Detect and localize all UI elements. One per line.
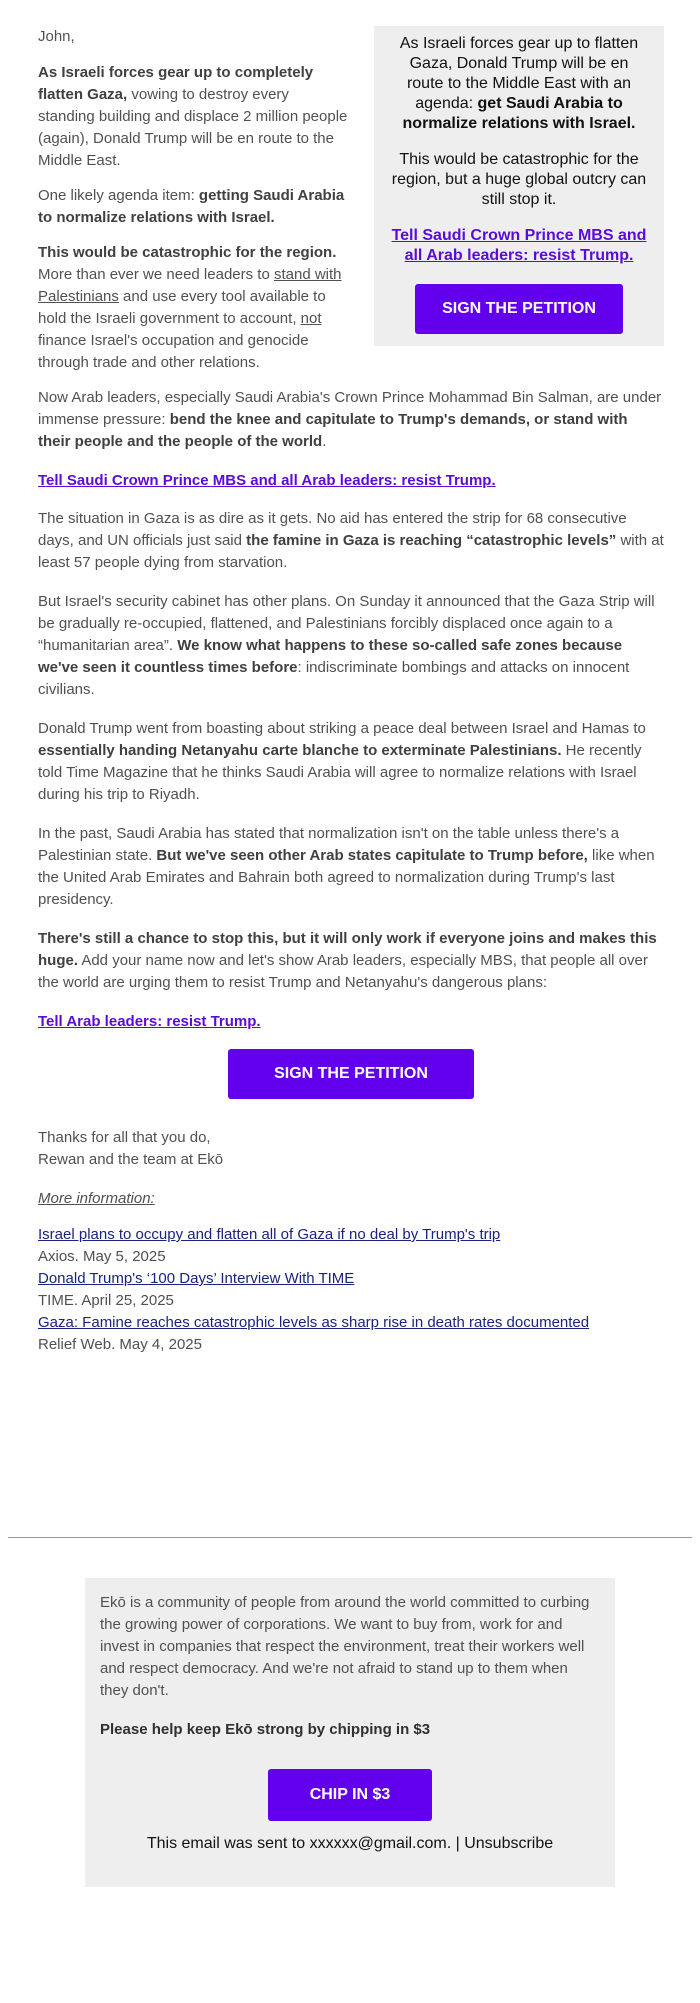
more-information-heading: More information: (38, 1190, 155, 1207)
footer-sent-line: This email was sent to xxxxxx@gmail.com. | Unsubscribe (146, 1835, 554, 1852)
sidebox-petition-link[interactable]: Tell Saudi Crown Prince MBS and all Arab leaders: resist Trump. (391, 227, 647, 264)
sign-petition-button[interactable]: SIGN THE PETITION (228, 1049, 474, 1099)
footer-box (85, 1578, 615, 1887)
email-content (38, 26, 664, 1356)
petition-link-2[interactable]: Tell Arab leaders: resist Trump. (38, 1013, 261, 1030)
body-paragraph-2: The situation in Gaza is as dire as it gets. No aid has entered the strip for 68 consecutive days, and UN officials just said the famine in Gaza is reaching “catastrophic levels” with at least 57 people dying from starvation. (38, 510, 664, 571)
sidebox-warning: This would be catastrophic for the region, but a huge global outcry can still stop it. (391, 151, 647, 208)
body-paragraph-6: There's still a chance to stop this, but it will only work if everyone joins and makes this huge. Add your name now and let's show Arab leaders, especially MBS, that people all over the world are urging them to resist Trump and Netanyahu's dangerous plans: (38, 930, 657, 991)
body-paragraph-3: But Israel's security cabinet has other plans. On Sunday it announced that the Gaza Strip will be gradually re-occupied, flattened, and Palestinians forcibly displaced once again to a “humanitarian area”. We know what happens to these so-called safe zones because we've seen it countless times before: indiscriminate bombings and attacks on innocent civilians. (38, 593, 655, 698)
greeting: John, (38, 28, 75, 45)
unsubscribe-link[interactable]: Unsubscribe (464, 1835, 554, 1852)
references-list (38, 1224, 664, 1356)
intro-paragraph-3: This would be catastrophic for the region. More than ever we need leaders to stand with Palestinians and use every tool available to hold the Israeli government to account, not finance Israel's occupation and genocide through trade and other relations. (38, 244, 342, 371)
sidebox-sign-petition-button[interactable]: SIGN THE PETITION (415, 284, 623, 334)
petition-link-paragraph-2 (38, 1011, 664, 1033)
reference-source-2: TIME. April 25, 2025 (38, 1292, 174, 1309)
not-finance-link[interactable]: not (300, 310, 322, 327)
body-paragraph-5: In the past, Saudi Arabia has stated that normalization isn't on the table unless there's a Palestinian state. But we've seen other Arab states capitulate to Trump before, like when the United Arab Emirates and Bahrain both agreed to normalization during Trump's last presidency. (38, 825, 655, 908)
sign-off: Thanks for all that you do, Rewan and the team at Ekō (38, 1129, 224, 1168)
reference-link-1[interactable]: Israel plans to occupy and flatten all of Gaza if no deal by Trump's trip (38, 1226, 501, 1243)
footer-appeal: Please help keep Ekō strong by chipping in $3 (100, 1721, 431, 1738)
intro-column (38, 62, 348, 374)
footer-divider (8, 1537, 692, 1538)
intro-paragraph-2: One likely agenda item: getting Saudi Arabia to normalize relations with Israel. (38, 187, 345, 226)
sidebox-intro: As Israeli forces gear up to flatten Gaza, Donald Trump will be en route to the Middle East with an agenda: get Saudi Arabia to normalize relations with Israel. (399, 35, 639, 132)
body-section (38, 387, 664, 1356)
chip-in-button[interactable]: CHIP IN $3 (268, 1769, 432, 1821)
petition-link-paragraph-1 (38, 470, 664, 492)
intro-paragraph-1: As Israeli forces gear up to completely flatten Gaza, vowing to destroy every standing building and displace 2 million people (again), Donald Trump will be en route to the Middle East. (38, 64, 348, 169)
body-paragraph-4: Donald Trump went from boasting about striking a peace deal between Israel and Hamas to essentially handing Netanyahu carte blanche to exterminate Palestinians. He recently told Time Magazine that he thinks Saudi Arabia will agree to normalize relations with Israel during his trip to Riyadh. (38, 720, 646, 803)
reference-source-3: Relief Web. May 4, 2025 (38, 1336, 202, 1353)
petition-link-1[interactable]: Tell Saudi Crown Prince MBS and all Arab leaders: resist Trump. (38, 472, 496, 489)
reference-source-1: Axios. May 5, 2025 (38, 1248, 166, 1265)
petition-sidebox (374, 26, 664, 346)
footer-about: Ekō is a community of people from around the world committed to curbing the growing power of corporations. We want to buy from, work for and invest in companies that respect the environment, treat their workers well and respect democracy. And we're not afraid to stand up to them when they don't. (100, 1594, 590, 1699)
body-paragraph-1: Now Arab leaders, especially Saudi Arabia's Crown Prince Mohammad Bin Salman, are under immense pressure: bend the knee and capitulate to Trump's demands, or stand with their people and the people of the world. (38, 389, 662, 450)
reference-link-2[interactable]: Donald Trump's ‘100 Days’ Interview With TIME (38, 1270, 355, 1287)
stand-with-palestinians-link[interactable]: stand with Palestinians (38, 266, 342, 305)
reference-link-3[interactable]: Gaza: Famine reaches catastrophic levels as sharp rise in death rates documented (38, 1314, 590, 1331)
